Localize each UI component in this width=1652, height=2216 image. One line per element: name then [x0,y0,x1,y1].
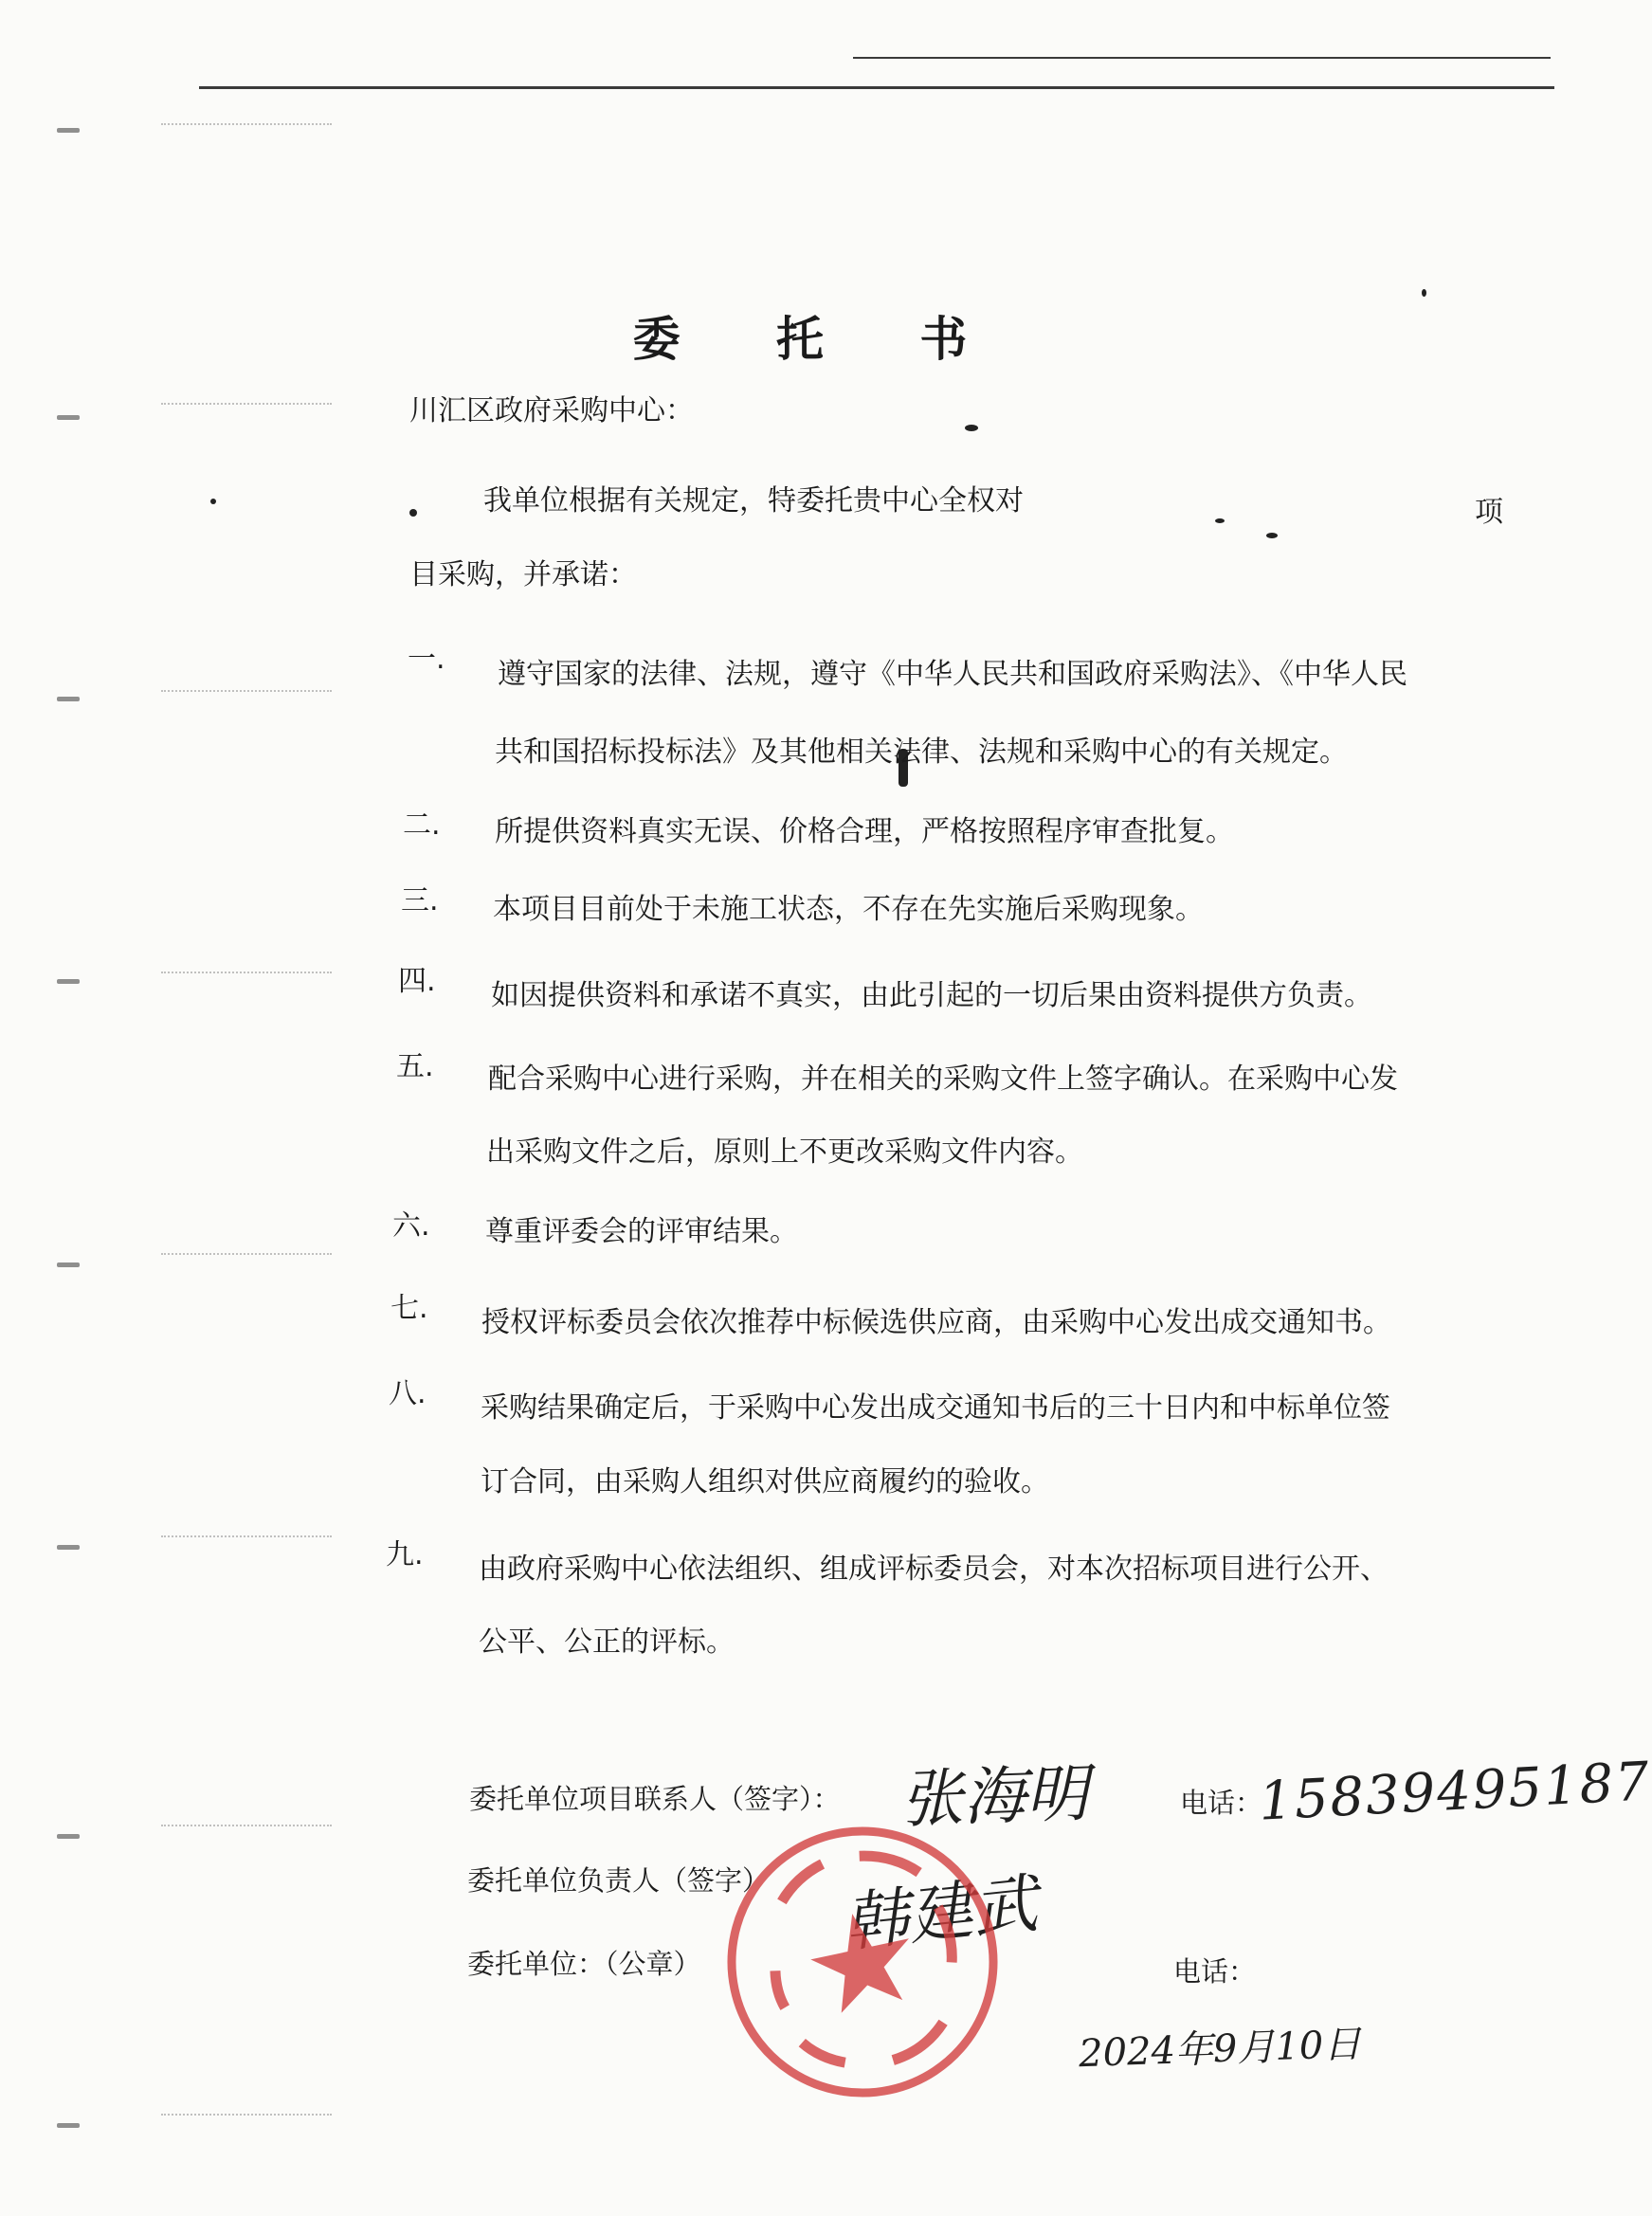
item-text: 授权评标委员会依次推荐中标候选供应商，由采购中心发出成交通知书。 [481,1306,1391,1339]
header-rule [199,86,1554,89]
intro-line-2: 目采购，并承诺： [409,558,637,591]
header-rule-top [853,57,1551,59]
item-text: 出采购文件之后，原则上不更改采购文件内容。 [486,1135,1083,1169]
item-text: 订合同，由采购人组织对供应商履约的验收。 [481,1465,1049,1499]
official-seal [720,1820,1005,2104]
item-text: 遵守国家的法律、法规，遵守《中华人民共和国政府采购法》、《中华人民 [498,658,1407,691]
item-text: 尊重评委会的评审结果。 [485,1215,798,1248]
item-number: 一. [408,643,445,676]
phone-label-2: 电话： [1173,1955,1257,1988]
unit-seal-label: 委托单位：（公章） [467,1948,701,1980]
head-signature-label: 委托单位负责人（签字） [467,1864,771,1897]
scan-speck [210,499,216,504]
phone-number: 15839495187 [1257,1751,1652,1833]
item-number: 七. [390,1292,428,1325]
intro-line-1-tail: 项 [1475,496,1503,529]
item-text: 配合采购中心进行采购，并在相关的采购文件上签字确认。在采购中心发 [488,1063,1398,1096]
intro-line-1: 我单位根据有关规定，特委托贵中心全权对 [483,484,1024,518]
item-number: 五. [396,1050,434,1083]
item-text: 共和国招标投标法》及其他相关法律、法规和采购中心的有关规定。 [495,736,1348,769]
item-text: 如因提供资料和承诺不真实，由此引起的一切后果由资料提供方负责。 [491,979,1372,1012]
item-number: 四. [398,965,436,998]
item-number: 六. [392,1209,430,1243]
document-title: 委 托 书 [632,311,1008,367]
item-number: 八. [389,1377,427,1410]
scan-speck [1215,518,1225,523]
scan-speck [965,425,978,431]
item-text: 采购结果确定后，于采购中心发出成交通知书后的三十日内和中标单位签 [481,1391,1390,1425]
item-number: 三. [401,884,439,917]
item-number: 二. [403,808,441,842]
item-number: 九. [386,1538,424,1571]
item-text: 由政府采购中心依法组织、组成评标委员会，对本次招标项目进行公开、 [479,1553,1389,1586]
scan-speck [409,509,417,517]
scan-speck [1422,289,1426,297]
phone-label: 电话： [1180,1787,1263,1819]
contact-signature: 张海明 [899,1756,1090,1837]
head-signature: 韩建武 [841,1866,1042,1962]
item-text: 公平、公正的评标。 [479,1626,735,1659]
scan-speck [1266,533,1278,538]
handwritten-date: 2024年9月10日 [1078,2022,1362,2077]
item-text: 本项目目前处于未施工状态，不存在先实施后采购现象。 [493,893,1204,926]
contact-signature-label: 委托单位项目联系人（签字）： [469,1783,841,1815]
item-text: 所提供资料真实无误、价格合理，严格按照程序审查批复。 [495,815,1234,848]
addressee: 川汇区政府采购中心： [409,394,694,427]
